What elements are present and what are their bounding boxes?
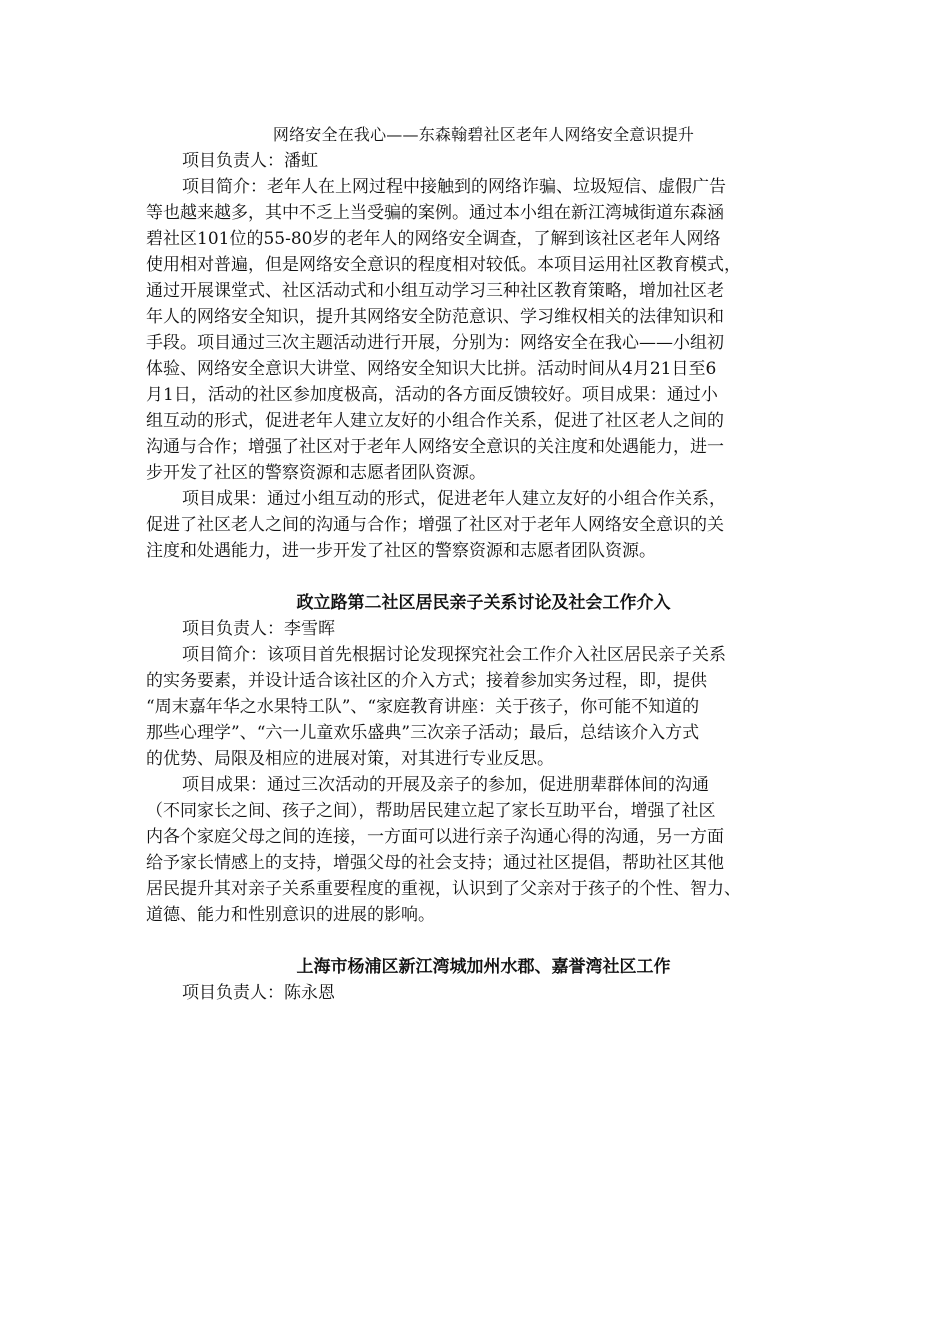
- paragraph-line: 内各个家庭父母之间的连接，一方面可以进行亲子沟通心得的沟通，另一方面: [146, 827, 724, 847]
- paragraph-line: 注度和处遇能力，进一步开发了社区的警察资源和志愿者团队资源。: [146, 541, 656, 561]
- project-section-3: [146, 954, 821, 1006]
- project-title: 政立路第二社区居民亲子关系讨论及社会工作介入: [296, 593, 671, 613]
- paragraph-line: 的优势、局限及相应的进展对策，对其进行专业反思。: [146, 749, 554, 769]
- paragraph-line: 的实务要素，并设计适合该社区的介入方式；接着参加实务过程，即，提供: [146, 671, 707, 691]
- project-leader: 项目负责人：李雪晖: [182, 619, 335, 639]
- section-spacer: [146, 564, 821, 590]
- paragraph-line: 手段。项目通过三次主题活动进行开展，分别为：网络安全在我心——小组初: [146, 333, 724, 353]
- paragraph-line: 通过开展课堂式、社区活动式和小组互动学习三种社区教育策略，增加社区老: [146, 281, 724, 301]
- project-result-paragraph: [146, 486, 821, 564]
- paragraph-line: 年人的网络安全知识，提升其网络安全防范意识、学习维权相关的法律知识和: [146, 307, 724, 327]
- project-intro-paragraph: [146, 174, 821, 486]
- project-title: 上海市杨浦区新江湾城加州水郡、嘉誉湾社区工作: [296, 957, 671, 977]
- project-title: 网络安全在我心——东森翰碧社区老年人网络安全意识提升: [272, 125, 695, 144]
- paragraph-line: 沟通与合作；增强了社区对于老年人网络安全意识的关注度和处遇能力，进一: [146, 437, 724, 457]
- paragraph-line: 月1日，活动的社区参加度极高，活动的各方面反馈较好。项目成果：通过小: [146, 385, 718, 405]
- paragraph-line: 等也越来越多，其中不乏上当受骗的案例。通过本小组在新江湾城街道东森涵: [146, 203, 724, 223]
- paragraph-line: 步开发了社区的警察资源和志愿者团队资源。: [146, 463, 486, 483]
- paragraph-line: 项目成果：通过小组互动的形式，促进老年人建立友好的小组合作关系，: [182, 489, 726, 509]
- paragraph-line: 项目简介：该项目首先根据讨论发现探究社会工作介入社区居民亲子关系: [182, 645, 726, 665]
- paragraph-line: 项目简介：老年人在上网过程中接触到的网络诈骗、垃圾短信、虚假广告: [182, 177, 726, 197]
- section-spacer: [146, 928, 821, 954]
- project-section-1: [146, 122, 821, 564]
- document-body: [146, 122, 821, 1006]
- paragraph-line: 组互动的形式，促进老年人建立友好的小组合作关系，促进了社区老人之间的: [146, 411, 724, 431]
- paragraph-line: 项目成果：通过三次活动的开展及亲子的参加，促进朋辈群体间的沟通: [182, 775, 709, 795]
- paragraph-line: （不同家长之间、孩子之间），帮助居民建立起了家长互助平台，增强了社区: [146, 801, 716, 821]
- project-section-2: [146, 590, 821, 928]
- paragraph-line: 碧社区101位的55-80岁的老年人的网络安全调查，了解到该社区老年人网络: [146, 229, 721, 249]
- paragraph-line: 那些心理学”、“六一儿童欢乐盛典”三次亲子活动；最后，总结该介入方式: [146, 723, 700, 743]
- paragraph-line: 体验、网络安全意识大讲堂、网络安全知识大比拼。活动时间从4月21日至6: [146, 359, 717, 379]
- project-intro-paragraph: [146, 642, 821, 772]
- paragraph-line: 道德、能力和性别意识的进展的影响。: [146, 905, 435, 925]
- project-result-paragraph: [146, 772, 821, 928]
- project-leader: 项目负责人：陈永恩: [182, 983, 335, 1003]
- paragraph-line: “周末嘉年华之水果特工队”、“家庭教育讲座：关于孩子，你可能不知道的: [146, 697, 700, 717]
- paragraph-line: 给予家长情感上的支持，增强父母的社会支持；通过社区提倡，帮助社区其他: [146, 853, 724, 873]
- project-leader: 项目负责人：潘虹: [182, 151, 318, 171]
- paragraph-line: 促进了社区老人之间的沟通与合作；增强了社区对于老年人网络安全意识的关: [146, 515, 724, 535]
- paragraph-line: 使用相对普遍，但是网络安全意识的程度相对较低。本项目运用社区教育模式，: [146, 255, 741, 275]
- paragraph-line: 居民提升其对亲子关系重要程度的重视，认识到了父亲对于孩子的个性、智力、: [146, 879, 741, 899]
